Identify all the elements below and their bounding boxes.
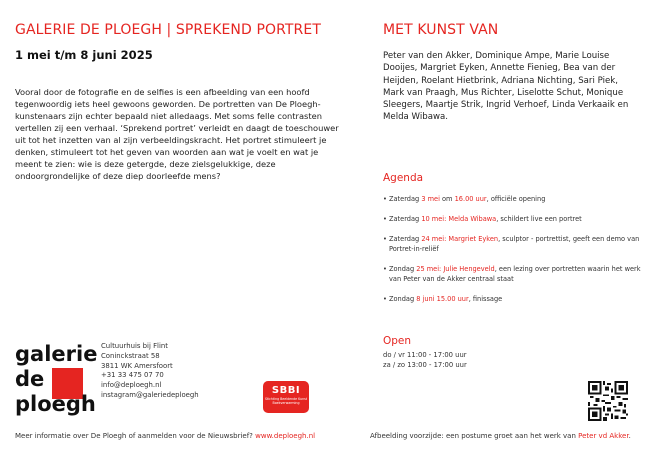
title-separator: | bbox=[161, 22, 176, 38]
qr-code-icon bbox=[588, 381, 628, 421]
intro-paragraph: Vooral door de fotografie en de selfies is een afbeelding van een hoofd tegenwoordig iets heel gewoons geworden. De portretten van De Ploegh-kunstenaars zijn echter bepaald niet alledaags. Met soms felle contrasten vertellen zij een verhaal. ‘Sprekend portret’ verleidt en daagt de toeschouwer uit tot het inzetten van al zijn verbeeldingskracht. Het portret stimuleert je denken, stimuleert tot het geven van woorden aan wat je voelt en wat je meent te zien: wie is deze getergde, deze zielsgelukkige, deze ondoorgrondelijke of deze diep doorleefde mens? bbox=[15, 87, 339, 181]
newsletter-note bbox=[15, 432, 315, 440]
address-line: 3811 WK Amersfoort bbox=[101, 361, 173, 370]
agenda-highlight-2: 16.00 uur bbox=[454, 195, 487, 203]
exhibition-date: 1 mei t/m 8 juni 2025 bbox=[15, 48, 153, 62]
address-line: Cultuurhuis bij Flint bbox=[101, 342, 168, 350]
artist-link[interactable]: Peter vd Akker bbox=[578, 432, 629, 440]
sbbi-logo bbox=[263, 381, 309, 413]
agenda-item bbox=[383, 264, 643, 284]
agenda-desc: , officiële opening bbox=[486, 195, 546, 203]
agenda-desc: , een lezing over portretten waarin het werk van Peter van de Akker centraal staat bbox=[389, 265, 641, 283]
agenda-day: Zaterdag bbox=[389, 195, 422, 203]
hours-line: do / vr 11:00 - 17:00 uur bbox=[383, 351, 467, 359]
logo-line: ploegh bbox=[15, 392, 96, 416]
agenda-mid: om bbox=[439, 195, 455, 203]
bullet-icon: • bbox=[383, 235, 387, 243]
agenda-item bbox=[383, 294, 643, 304]
agenda-desc: , sculptor - portrettist, geeft een demo van Portret-in-reliëf bbox=[389, 235, 640, 253]
hours-line: za / zo 13:00 - 17:00 uur bbox=[383, 361, 467, 369]
agenda-highlight: 24 mei: Margriet Eyken bbox=[421, 235, 499, 243]
bullet-icon: • bbox=[383, 295, 387, 303]
page-title bbox=[15, 22, 321, 38]
title-gallery: GALERIE DE PLOEGH bbox=[15, 22, 162, 38]
agenda-desc: , schildert live een portret bbox=[496, 215, 582, 223]
agenda-highlight: 10 mei: Melda Wibawa bbox=[421, 215, 497, 223]
credit-end: . bbox=[628, 432, 631, 440]
agenda-heading: Agenda bbox=[383, 172, 424, 184]
agenda-item bbox=[383, 214, 643, 224]
credit-text: Afbeelding voorzijde: een postume groet aan het werk van bbox=[370, 432, 579, 440]
email-address: info@deploegh.nl bbox=[101, 381, 162, 390]
agenda-list bbox=[383, 194, 643, 314]
website-link[interactable]: www.deploegh.nl bbox=[255, 432, 316, 440]
bullet-icon: • bbox=[383, 265, 387, 273]
phone-number: +31 33 475 07 70 bbox=[101, 371, 164, 380]
agenda-day: Zaterdag bbox=[389, 215, 422, 223]
agenda-day: Zaterdag bbox=[389, 235, 422, 243]
image-credit bbox=[370, 432, 631, 440]
opening-hours bbox=[383, 350, 467, 370]
agenda-day: Zondag bbox=[389, 265, 417, 273]
logo-line: de bbox=[15, 367, 45, 391]
agenda-desc: , finissage bbox=[468, 295, 503, 303]
bullet-icon: • bbox=[383, 195, 387, 203]
opening-hours-heading: Open bbox=[383, 335, 412, 347]
sbbi-label: SBBI bbox=[271, 385, 301, 396]
title-exhibition: SPREKEND PORTRET bbox=[175, 22, 321, 38]
bullet-icon: • bbox=[383, 215, 387, 223]
artists-list: Peter van den Akker, Dominique Ampe, Marie Louise Dooijes, Margriet Eyken, Annette Fienieg, Bea van der Heijden, Roelant Hietbrink, Adriana Nichting, Sari Piek, Mark van Praagh, Mus Richter, Liselotte Schut, Monique Sleegers, Maartje Strik, Ingrid Verhoef, Linda Verkaaik en Melda Wibawa. bbox=[383, 51, 629, 123]
address-block bbox=[101, 342, 199, 401]
agenda-item bbox=[383, 234, 643, 254]
sbbi-subtext: Stichting Beeldende Kunst Boekverwarming bbox=[265, 397, 308, 405]
agenda-day: Zondag bbox=[389, 295, 417, 303]
agenda-highlight: 8 juni 15.00 uur bbox=[416, 295, 469, 303]
instagram-handle: instagram@galeriedeploegh bbox=[101, 390, 199, 399]
address-line: Coninckstraat 58 bbox=[101, 351, 160, 360]
artists-heading: MET KUNST VAN bbox=[383, 22, 499, 38]
gallery-logo bbox=[15, 342, 97, 417]
agenda-item bbox=[383, 194, 643, 204]
logo-line: galerie bbox=[15, 342, 98, 366]
newsletter-text: Meer informatie over De Ploegh of aanmelden voor de Nieuwsbrief? bbox=[15, 432, 256, 440]
agenda-highlight: 25 mei: Julie Hengeveld bbox=[416, 265, 495, 273]
agenda-highlight: 3 mei bbox=[421, 195, 440, 203]
